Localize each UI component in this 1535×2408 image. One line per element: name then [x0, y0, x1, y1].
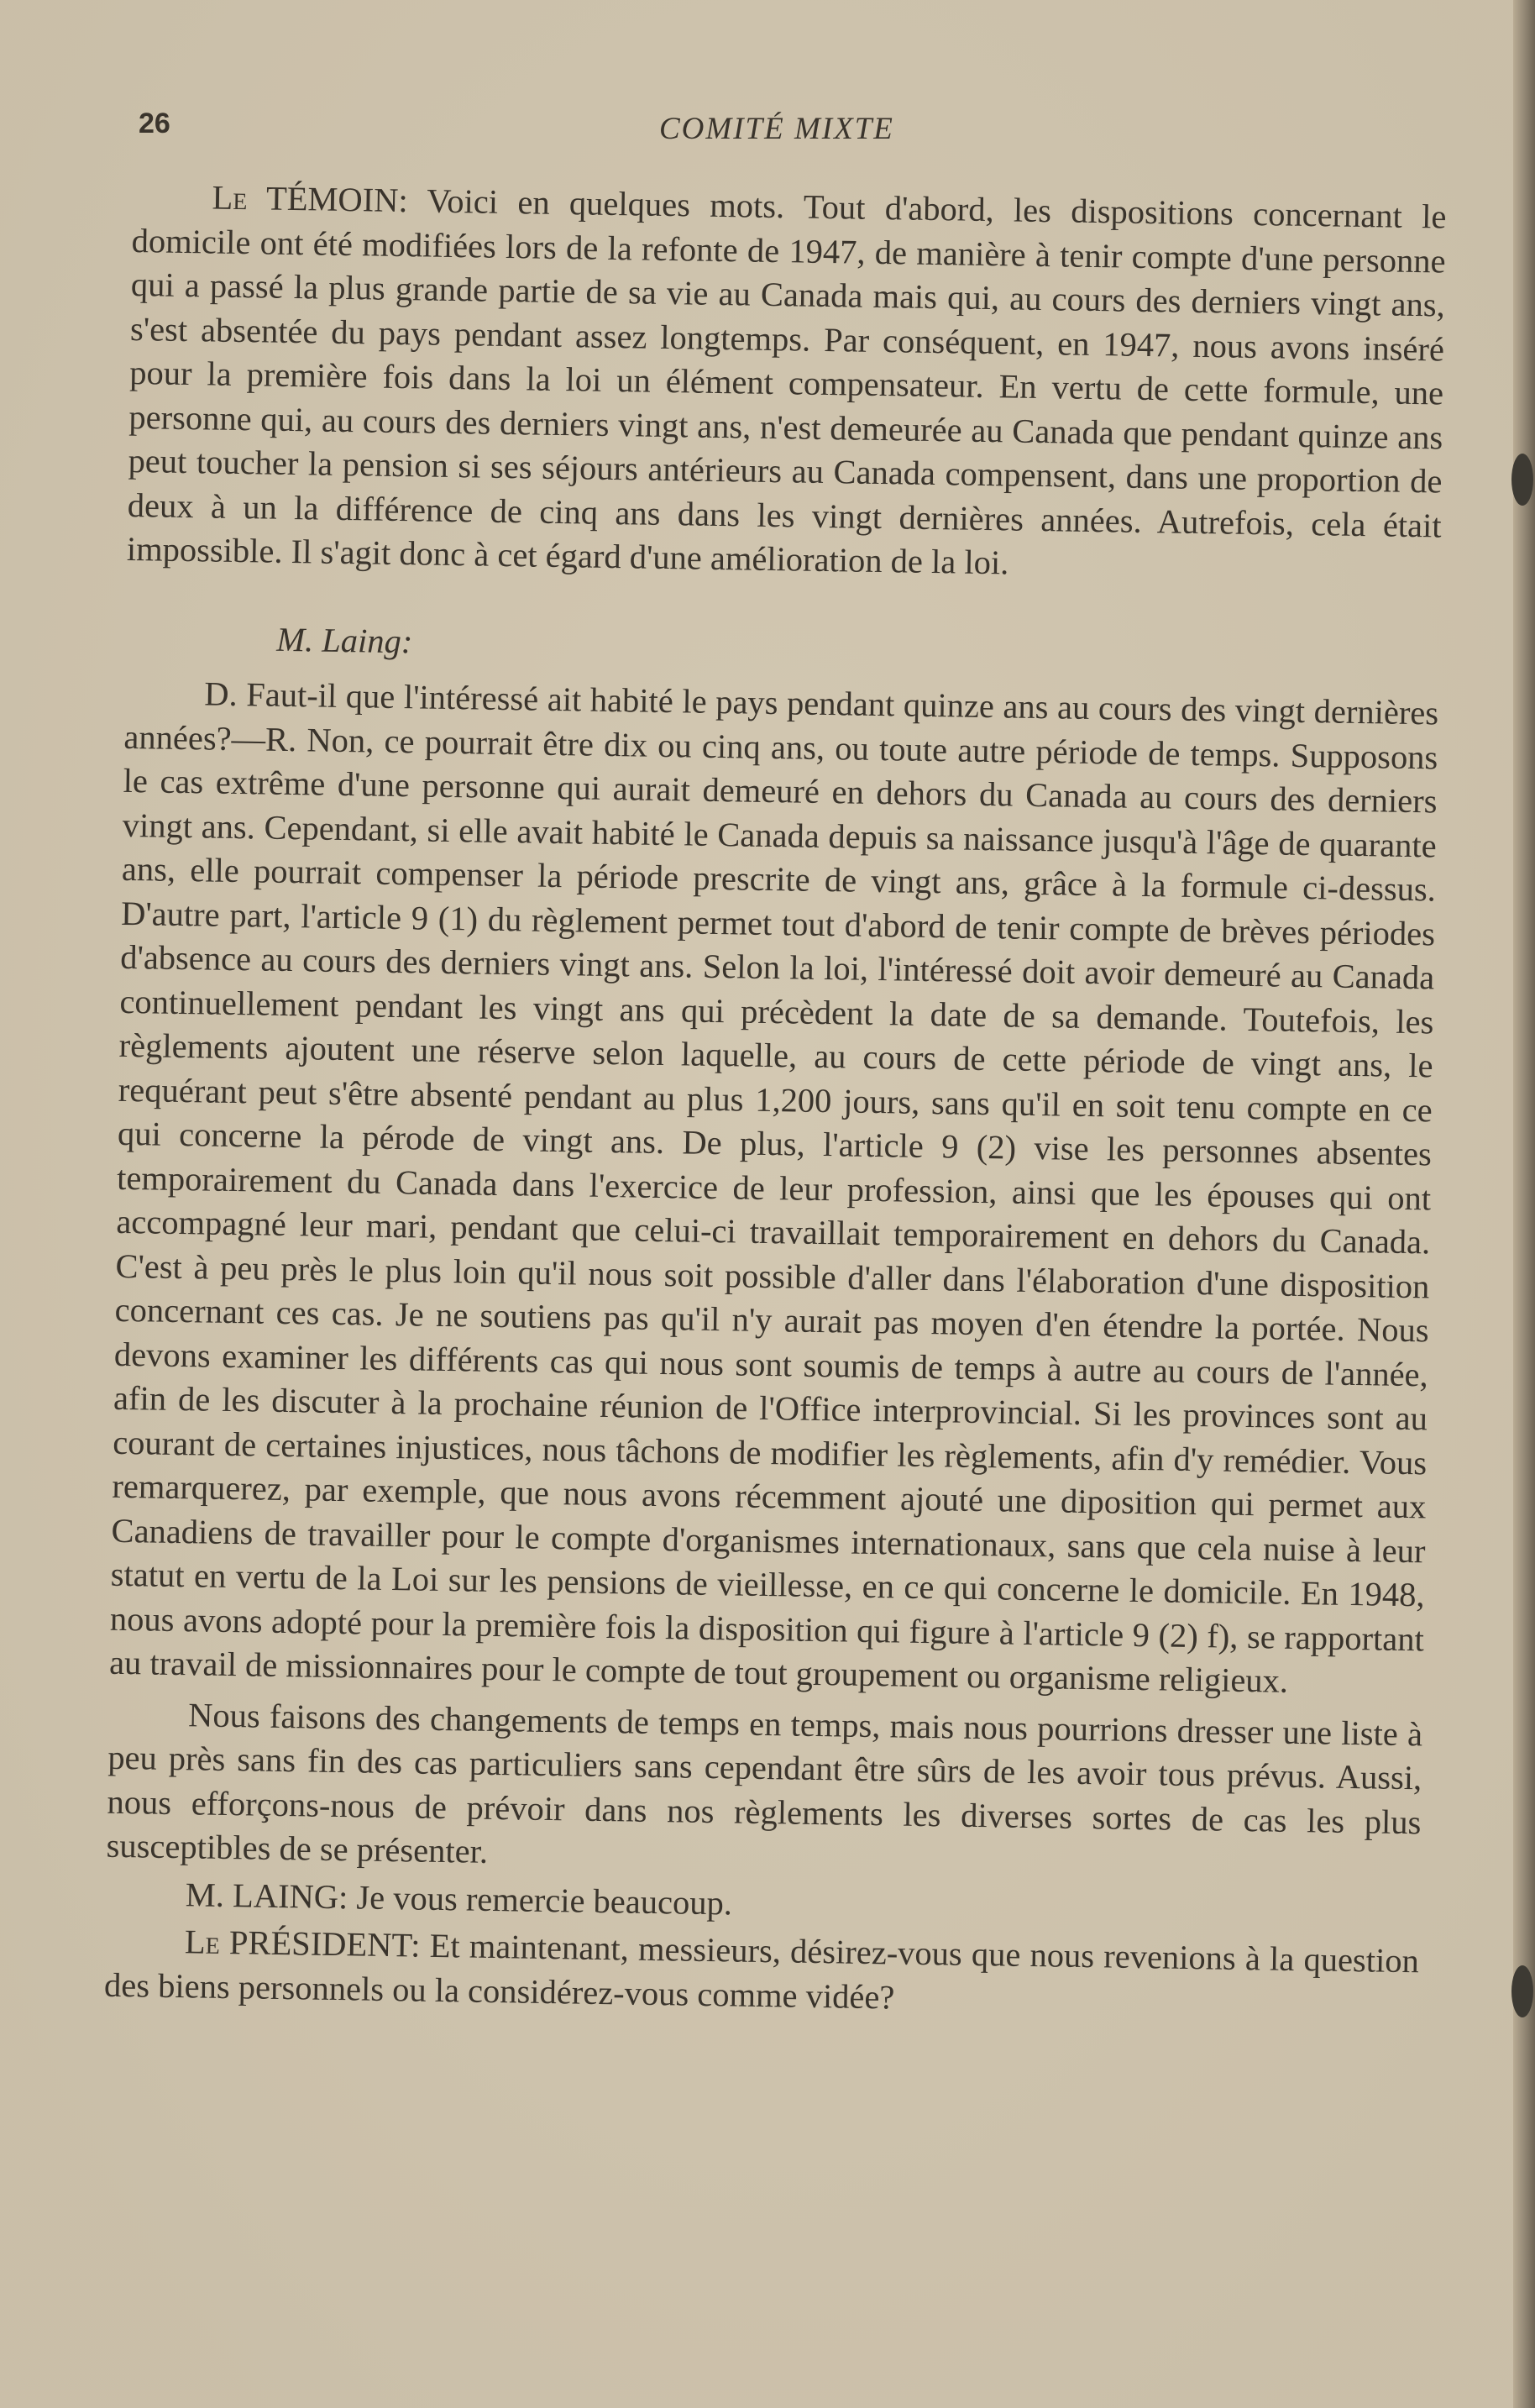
ink-blot	[1511, 1965, 1533, 2017]
speaker-label-laing: M. Laing:	[275, 620, 413, 660]
paragraph-president	[104, 1919, 1419, 2028]
paragraph-text: Et maintenant, messieurs, désirez-vous que nous revenions à la question des biens personnels ou la considérez-vous comme vidée?	[103, 1926, 1420, 2017]
running-title: COMITÉ MIXTE	[659, 112, 894, 146]
speaker-name: M. LAING:	[185, 1875, 348, 1916]
paragraph-changes: Nous faisons des changements de temps en temps, mais nous pourrions dresser une liste à peu près sans fin des cas particuliers sans cependant être sûrs de les avoir tous prévus. Aussi, nous efforçons-nous de prévoir dans nos règlements les diverses sortes de cas les plus susceptibles de se présenter.	[106, 1695, 1423, 1870]
speaker-name: Le PRÉSIDENT:	[184, 1923, 421, 1965]
paragraph-text: Voici en quelques mots. Tout d'abord, les dispositions concernant le domicile ont été modifiées lors de la refonte de 1947, de manière à tenir compte d'une personne qui a passé la plus grande partie de sa vie au Canada mais qui, au cours des derniers vingt ans, s'est absentée du pays pendant assez longtemps. Par conséquent, en 1947, nous avons inséré pour la première fois dans la loi un élément compensateur. En vertu de cette formule, une personne qui, au cours des derniers vingt ans, n'est demeurée au Canada que pendant quinze ans peut toucher la pension si ses séjours antérieurs au Canada compensent, dans une proportion de deux à un la différence de cinq ans dans les vingt dernières années. Autrefois, cela était impossible. Il s'agit donc à cet égard d'une amélioration de la loi.	[126, 181, 1447, 582]
page-binding-edge	[1513, 0, 1535, 2408]
paragraph-question-answer: D. Faut-il que l'intéressé ait habité le pays pendant quinze ans au cours des vingt dernières années?—R. Non, ce pourrait être dix ou cinq ans, ou toute autre période de temps. Supposons le cas extrême d'une personne qui aurait demeuré en dehors du Canada au cours des derniers vingt ans. Cependant, si elle avait habité le Canada depuis sa naissance jusqu'à l'âge de quarante ans, elle pourrait compenser la période prescrite de vingt ans, grâce à la formule ci-dessus. D'autre part, l'article 9 (1) du règlement permet tout d'abord de tenir compte de brèves périodes d'absence au cours des derniers vingt ans. Selon la loi, l'intéressé doit avoir demeuré au Canada continuellement pendant les vingt ans qui précèdent la date de sa demande. Toutefois, les règlements ajoutent une réserve selon laquelle, au cours de cette période de vingt ans, le requérant peut s'être absenté pendant au plus 1,200 jours, sans qu'il en soit tenu compte en ce qui concerne la pérode de vingt ans. De plus, l'article 9 (2) vise les personnes absentes temporairement du Canada dans l'exercice de leur profession, ainsi que les épouses qui ont accompagné leur mari, pendant que celui-ci travaillait temporairement en dehors du Canada. C'est à peu près le plus loin qu'il nous soit possible d'aller dans l'élaboration d'une disposition concernant ces cas. Je ne soutiens pas qu'il n'y aurait pas moyen d'en étendre la portée. Nous devons examiner les différents cas qui nous sont soumis de temps à autre au cours de l'année, afin de les discuter à la prochaine réunion de l'Office interprovincial. Si les provinces sont au courant de certaines injustices, nous tâchons de modifier les règlements, afin d'y remédier. Vous remarquerez, par exemple, que nous avons récemment ajouté une diposition qui permet aux Canadiens de travailler pour le compte d'organismes internationaux, sans que cela nuise à leur statut en vertu de la Loi sur les pensions de vieillesse, en ce qui concerne le domicile. En 1948, nous avons adopté pour la première fois la disposition qui figure à l'article 9 (2) f), se rapportant au travail de missionnaires pour le compte de tout groupement ou organisme religieux.	[108, 674, 1439, 1700]
page-header	[139, 99, 1449, 150]
ink-blot	[1511, 454, 1533, 506]
paragraph-text: Je vous remercie beaucoup.	[347, 1877, 733, 1922]
page-number: 26	[139, 108, 170, 139]
paragraph-temoin	[127, 175, 1447, 592]
speaker-name: Le TÉMOIN:	[212, 178, 409, 220]
body-text	[104, 175, 1447, 2028]
